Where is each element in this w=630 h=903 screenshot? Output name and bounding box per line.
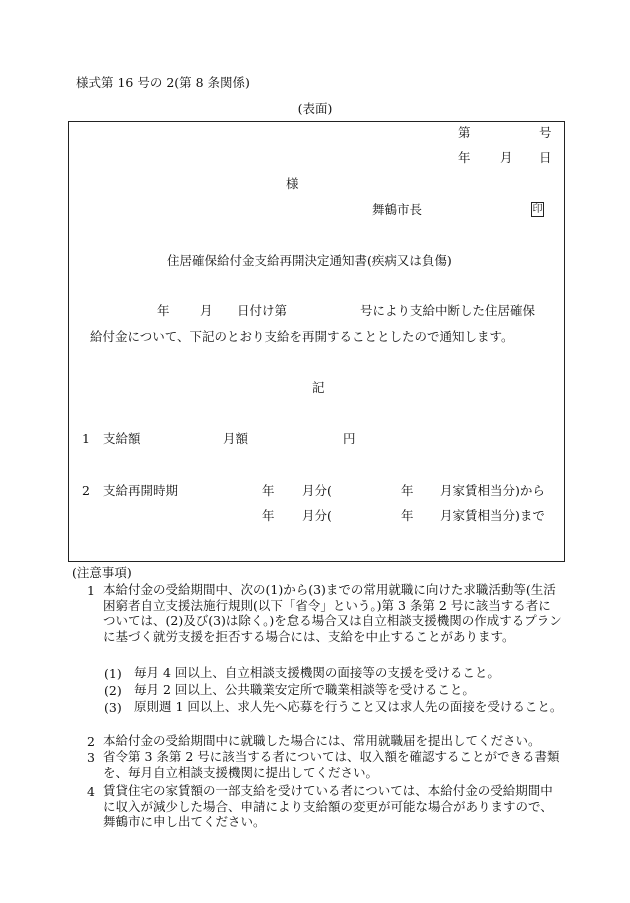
number-prefix: 第 bbox=[458, 125, 471, 140]
item2-row2-rent: 月家賃相当分)まで bbox=[440, 508, 545, 523]
note1-number: 1 bbox=[87, 583, 95, 598]
note3-text: 省令第 3 条第 2 号に該当する者については、収入額を確認することができる書類を、毎月自立相談支援機関に提出してください。 bbox=[103, 749, 560, 780]
seal-mark: 印 bbox=[532, 204, 543, 215]
item1-yen: 円 bbox=[343, 431, 356, 446]
item2-row2-year: 年 bbox=[262, 508, 275, 523]
item2-row2-year2: 年 bbox=[401, 508, 414, 523]
number-suffix: 号 bbox=[539, 125, 552, 140]
issuer-name: 舞鶴市長 bbox=[372, 202, 423, 217]
subnote2-number: (2) bbox=[104, 683, 122, 698]
body-month: 月 bbox=[200, 303, 213, 318]
item1-number: 1 bbox=[82, 431, 90, 446]
note4-text: 賃貸住宅の家賃額の一部支給を受けている者については、本給付金の受給期間中に収入が減少した場合、申請により支給額の変更が可能な場合がありますので、舞鶴市に申し出てください。 bbox=[103, 783, 553, 829]
date-day: 日 bbox=[539, 150, 552, 165]
item2-row1-month: 月分( bbox=[302, 483, 332, 498]
item1-label: 支給額 bbox=[103, 431, 141, 446]
item1-monthly: 月額 bbox=[223, 431, 249, 446]
ki-heading: 記 bbox=[312, 380, 325, 395]
note4-number: 4 bbox=[87, 784, 95, 799]
form-number: 様式第 16 号の 2(第 8 条関係) bbox=[76, 75, 250, 90]
date-year: 年 bbox=[458, 150, 471, 165]
item2-row1-year2: 年 bbox=[401, 483, 414, 498]
note2-number: 2 bbox=[87, 734, 95, 749]
subnote1-text: 毎月 4 回以上、自立相談支援機関の面接等の支援を受けること。 bbox=[134, 665, 500, 680]
item2-number: 2 bbox=[82, 483, 90, 498]
subnote3-text: 原則週 1 回以上、求人先へ応募を行うこと又は求人先の面接を受けること。 bbox=[134, 699, 563, 714]
date-month: 月 bbox=[500, 150, 513, 165]
item2-label: 支給再開時期 bbox=[103, 483, 179, 498]
addressee-honorific: 様 bbox=[286, 176, 299, 191]
subnote1-number: (1) bbox=[104, 666, 122, 681]
body-line2: 給付金について、下記のとおり支給を再開することとしたので通知します。 bbox=[90, 329, 514, 344]
side-label: (表面) bbox=[297, 101, 333, 116]
subnote3-number: (3) bbox=[104, 700, 122, 715]
item2-row1-year: 年 bbox=[262, 483, 275, 498]
item2-row2-month: 月分( bbox=[302, 508, 332, 523]
notes-heading: (注意事項) bbox=[72, 565, 132, 580]
item2-row1-rent: 月家賃相当分)から bbox=[440, 483, 545, 498]
note1-text: 本給付金の受給期間中、次の(1)から(3)までの常用就職に向けた求職活動等(生活困窮者自立支援法施行規則(以下「省令」という。)第 3 条第 2 号に該当する者については、(2)及び(3)は除く。)を怠る場合又は自立相談支援機関の作成するプランに基づく就労支援を拒否する場合には、支給を中止することがあります。 bbox=[103, 582, 562, 644]
body-year: 年 bbox=[157, 303, 170, 318]
note2-text: 本給付金の受給期間中に就職した場合には、常用就職届を提出してください。 bbox=[103, 733, 541, 748]
body-line1-rest: 号により支給中断した住居確保 bbox=[360, 303, 536, 318]
body-dated: 日付け第 bbox=[237, 303, 288, 318]
note3-number: 3 bbox=[87, 750, 95, 765]
document-title: 住居確保給付金支給再開決定通知書(疾病又は負傷) bbox=[167, 253, 452, 268]
subnote2-text: 毎月 2 回以上、公共職業安定所で職業相談等を受けること。 bbox=[134, 682, 475, 697]
